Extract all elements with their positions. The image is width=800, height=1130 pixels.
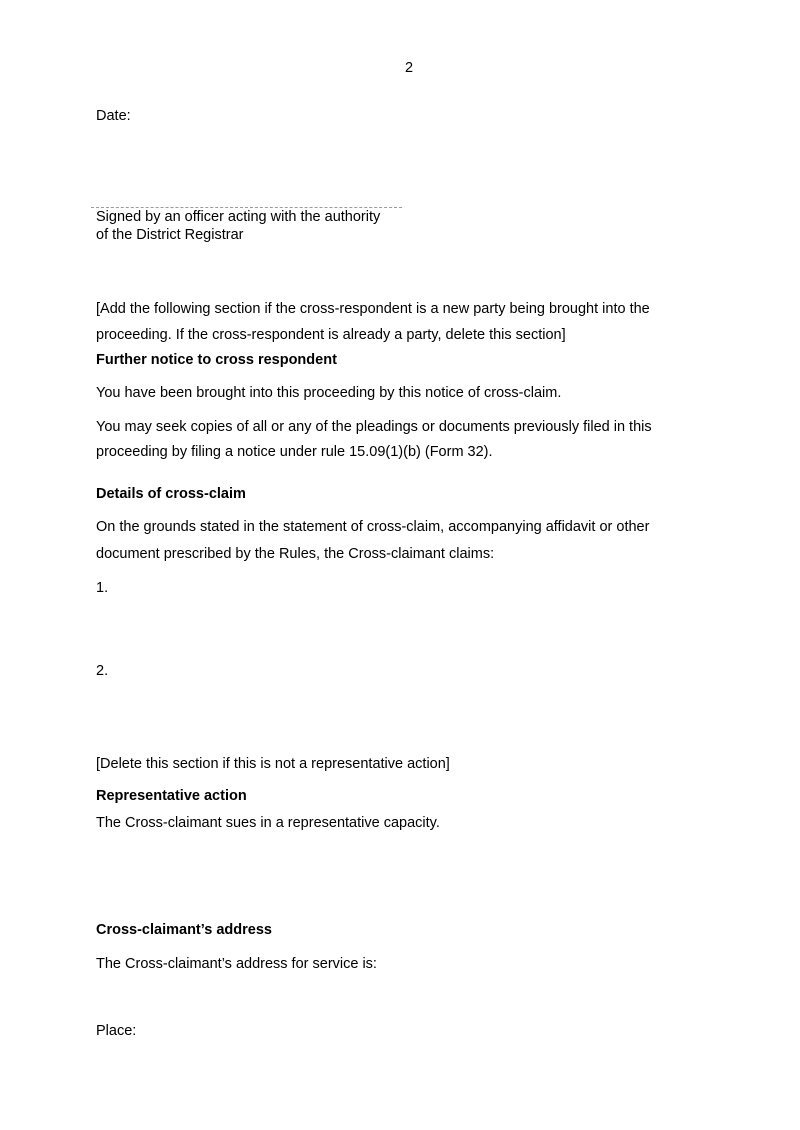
- details-heading: Details of cross-claim: [96, 486, 246, 502]
- signature-caption-line2: of the District Registrar: [96, 227, 244, 243]
- further-notice-paragraph2-line2: proceeding by filing a notice under rule 15.09(1)(b) (Form 32).: [96, 444, 493, 460]
- address-text: The Cross-claimant’s address for service is:: [96, 956, 377, 972]
- page-number: 2: [404, 60, 414, 76]
- new-party-instruction-line2: proceeding. If the cross-respondent is already a party, delete this section]: [96, 327, 566, 343]
- date-label: Date:: [96, 108, 131, 124]
- representative-instruction: [Delete this section if this is not a representative action]: [96, 756, 450, 772]
- signature-caption-line1: Signed by an officer acting with the authority: [96, 209, 381, 225]
- address-heading: Cross-claimant’s address: [96, 922, 272, 938]
- further-notice-paragraph2-line1: You may seek copies of all or any of the pleadings or documents previously filed in this: [96, 419, 652, 435]
- representative-heading: Representative action: [96, 788, 247, 804]
- new-party-instruction-line1: [Add the following section if the cross-respondent is a new party being brought into the: [96, 301, 650, 317]
- representative-text: The Cross-claimant sues in a representative capacity.: [96, 815, 440, 831]
- claim-item-1: 1.: [96, 580, 109, 596]
- details-paragraph-line2: document prescribed by the Rules, the Cross-claimant claims:: [96, 546, 495, 562]
- further-notice-heading: Further notice to cross respondent: [96, 352, 337, 368]
- place-label: Place:: [96, 1023, 137, 1039]
- further-notice-paragraph1: You have been brought into this proceeding by this notice of cross-claim.: [96, 385, 562, 401]
- details-paragraph-line1: On the grounds stated in the statement of cross-claim, accompanying affidavit or other: [96, 519, 650, 535]
- claim-item-2: 2.: [96, 663, 109, 679]
